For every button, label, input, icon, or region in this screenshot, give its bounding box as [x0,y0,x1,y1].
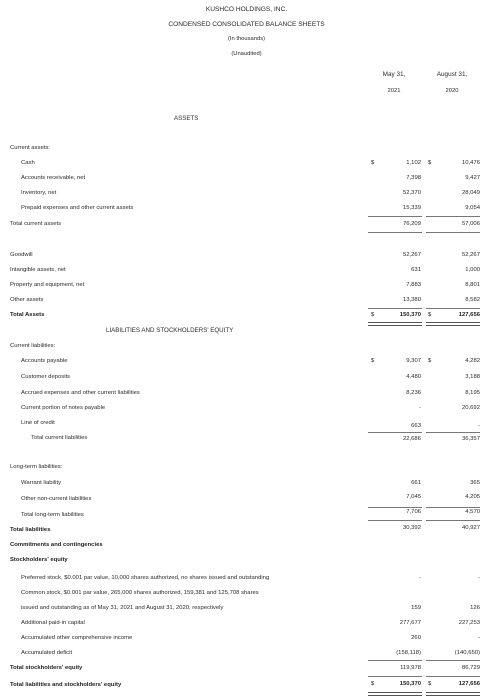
value-total-liabilities-aug: 40,927 [461,525,480,531]
column-header-may-month: May 31, [382,71,406,78]
row-label-common-stock-line1: Common stock, $0.001 par value, 265,000 shares authorized, 159,381 and 125,708 shares [21,590,259,596]
subtotal-rule [426,432,480,433]
currency-symbol: $ [428,681,432,687]
assets-section-title: ASSETS [174,115,199,122]
value-inventory-may: 52,370 [402,190,421,196]
row-label-common-stock-line2: issued and outstanding as of May 31, 2021 and August 31, 2020, respectively [21,605,224,611]
subtotal-rule [368,660,422,661]
value-aoci-aug: - [478,635,480,641]
value-credit-aug: - [478,423,480,429]
value-total-current-assets-aug: 57,006 [461,221,480,227]
value-total-liabilities-may: 30,392 [402,525,421,531]
row-label-accumulated-deficit: Accumulated deficit [21,650,73,656]
value-property-aug: 8,801 [465,282,480,288]
value-deposits-may: 4,480 [406,374,421,380]
row-label-total-current-assets: Total current assets [10,221,62,227]
value-property-may: 7,883 [406,282,421,288]
value-ap-aug: 4,282 [465,358,480,364]
subtotal-rule [426,507,480,508]
units-note: (In thousands) [227,36,266,42]
row-label-total-liabilities-and-equity: Total liabilities and stockholders' equity [10,682,122,688]
statement-title: CONDENSED CONSOLIDATED BALANCE SHEETS [168,21,325,28]
value-deficit-may: (158,118) [396,650,421,656]
value-preferred-aug: - [478,575,480,581]
total-double-rule [368,322,422,326]
currency-symbol: $ [371,681,375,687]
row-label-line-of-credit: Line of credit [21,420,55,426]
value-ar-aug: 9,427 [465,175,480,181]
value-intangibles-aug: 1,000 [465,267,480,273]
value-goodwill-may: 52,267 [402,252,421,258]
subtotal-rule [368,432,422,433]
column-header-may-year: 2021 [387,88,401,94]
currency-symbol: $ [371,312,375,318]
total-double-rule [368,692,422,696]
subtotal-rule [368,676,422,677]
value-total-equity-aug: 86,729 [461,665,480,671]
stockholders-equity-heading: Stockholders' equity [10,557,68,563]
value-cash-aug: 10,476 [461,160,480,166]
value-total-current-liabilities-aug: 36,357 [461,436,480,442]
currency-symbol: $ [428,160,432,166]
value-other-noncurrent-may: 7,045 [406,494,421,500]
column-header-aug-year: 2020 [445,88,459,94]
value-total-current-assets-may: 76,209 [402,221,421,227]
subtotal-rule [368,308,422,309]
row-label-cash: Cash [21,160,35,166]
row-label-prepaid: Prepaid expenses and other current assets [21,205,134,211]
row-label-total-equity: Total stockholders' equity [10,665,83,671]
value-intangibles-may: 631 [411,267,421,273]
subtotal-rule [426,676,480,677]
value-apic-may: 277,677 [399,620,421,626]
value-cash-may: 1,102 [406,160,421,166]
value-common-aug: 126 [470,605,480,611]
row-label-other-assets: Other assets [10,297,44,303]
value-total-long-term-aug: 4,570 [465,509,480,515]
row-label-total-assets: Total Assets [10,312,45,318]
column-header-aug-month: August 31, [436,71,468,78]
row-label-apic: Additional paid-in capital [21,620,85,626]
subtotal-rule [368,520,422,521]
subtotal-rule [426,216,480,217]
subtotal-rule [368,216,422,217]
row-label-intangibles: Intangible assets, net [10,267,66,273]
row-label-accrued-expenses: Accrued expenses and other current liabilities [21,390,140,396]
row-label-goodwill: Goodwill [10,252,33,258]
value-inventory-aug: 28,049 [461,190,480,196]
value-deposits-aug: 3,188 [465,374,480,380]
commitments-heading: Commitments and contingencies [10,542,103,548]
value-total-current-liabilities-may: 22,686 [402,436,421,442]
value-ar-may: 7,398 [406,175,421,181]
subtotal-rule [426,520,480,521]
current-assets-heading: Current assets: [10,145,50,151]
value-total-assets-aug: 127,656 [458,312,480,318]
current-liabilities-heading: Current liabilities: [10,343,56,349]
value-ap-may: 9,307 [406,358,421,364]
value-grand-total-aug: 127,656 [458,681,480,687]
row-label-notes-payable: Current portion of notes payable [21,405,106,411]
value-apic-aug: 227,253 [458,620,480,626]
value-notes-may: - [419,405,421,411]
subtotal-rule [426,308,480,309]
long-term-liabilities-heading: Long-term liabilities: [10,464,63,470]
row-label-customer-deposits: Customer deposits [21,374,71,380]
value-goodwill-aug: 52,267 [461,252,480,258]
subtotal-rule [426,660,480,661]
total-double-rule [426,692,480,696]
row-label-warrant-liability: Warrant liability [21,480,62,486]
row-label-accounts-payable: Accounts payable [21,358,68,364]
currency-symbol: $ [428,312,432,318]
row-label-property: Property and equipment, net [10,282,85,288]
row-label-other-noncurrent: Other non-current liabilities [21,496,92,502]
row-label-total-long-term: Total long-term liabilities [21,512,84,518]
liabilities-equity-section-title: LIABILITIES AND STOCKHOLDERS' EQUITY [106,327,234,334]
value-other-assets-may: 13,380 [402,297,421,303]
value-deficit-aug: (140,650) [454,650,480,656]
value-preferred-may: - [419,575,421,581]
currency-symbol: $ [371,358,375,364]
value-notes-aug: 20,692 [461,405,480,411]
total-double-rule [426,322,480,326]
currency-symbol: $ [371,160,375,166]
value-common-may: 159 [411,605,421,611]
subtotal-rule [426,232,480,233]
value-prepaid-may: 15,339 [402,205,421,211]
row-label-preferred-stock: Preferred stock, $0.001 par value, 10,000 shares authorized, no shares issued and outstanding [21,575,270,581]
subtotal-rule [368,507,422,508]
value-accrued-aug: 8,195 [465,390,480,396]
row-label-aoci: Accumulated other comprehensive income [21,635,133,641]
value-prepaid-aug: 9,054 [465,205,480,211]
value-aoci-may: 260 [411,635,421,641]
value-other-assets-aug: 8,582 [465,297,480,303]
row-label-inventory: Inventory, net [21,190,57,196]
value-total-long-term-may: 7,706 [406,509,421,515]
row-label-total-liabilities: Total liabilities [10,527,51,533]
value-warrant-may: 661 [411,480,421,486]
value-credit-may: 663 [411,423,421,429]
value-grand-total-may: 150,370 [399,681,421,687]
value-warrant-aug: 365 [470,480,480,486]
row-label-total-current-liabilities: Total current liabilities [31,435,88,441]
subtotal-rule [368,232,422,233]
value-total-equity-may: 119,978 [400,665,421,671]
unaudited-note: (Unaudited) [231,51,262,57]
value-accrued-may: 8,236 [406,390,421,396]
currency-symbol: $ [428,358,432,364]
company-name: KUSHCO HOLDINGS, INC. [205,6,288,13]
value-other-noncurrent-aug: 4,205 [465,494,480,500]
value-total-assets-may: 150,370 [399,312,421,318]
row-label-accounts-receivable: Accounts receivable, net [21,175,86,181]
